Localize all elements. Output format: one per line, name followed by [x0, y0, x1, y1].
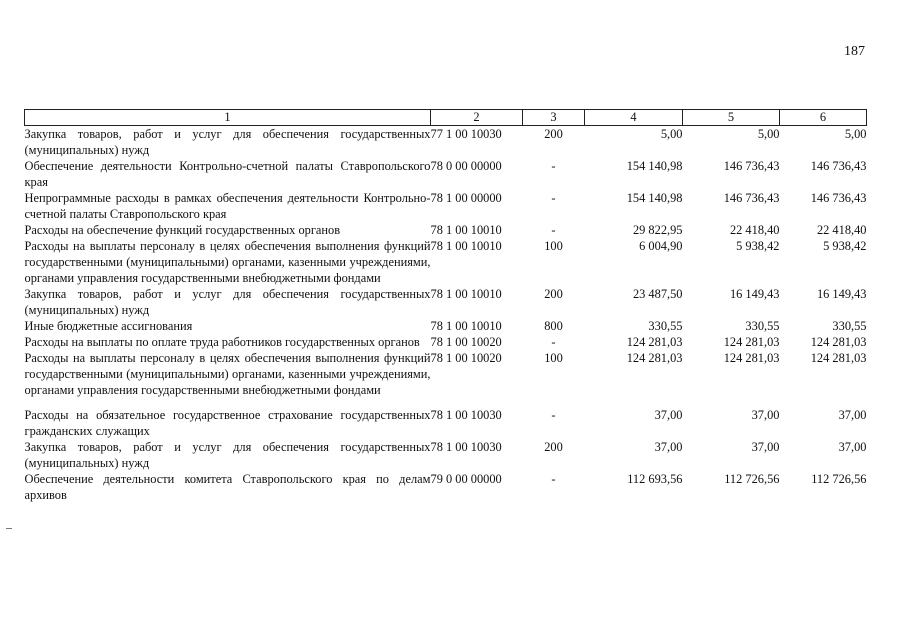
table-row [25, 222, 867, 238]
row-name: Расходы на выплаты по оплате труда работников государственных органов [24, 335, 420, 349]
row-code: 78 1 00 10030 [430, 440, 502, 454]
table-body [25, 126, 867, 504]
table-row [25, 286, 867, 318]
row-type: 200 [544, 287, 563, 301]
row-code: 79 0 00 00000 [430, 472, 502, 486]
row-value-2: 37,00 [751, 408, 780, 422]
row-type: - [551, 223, 556, 237]
header-col-1: 1 [25, 110, 431, 126]
row-name: Закупка товаров, работ и услуг для обеспечения государственных (муниципальных) нужд [24, 287, 431, 317]
row-value-2: 330,55 [745, 319, 780, 333]
row-value-1: 37,00 [654, 440, 683, 454]
row-type: 100 [544, 351, 563, 365]
row-name: Непрограммные расходы в рамках обеспечения деятельности Контрольно-счетной палаты Ставропольского края [24, 191, 431, 221]
row-value-1: 37,00 [654, 408, 683, 422]
row-name: Закупка товаров, работ и услуг для обеспечения государственных (муниципальных) нужд [24, 440, 431, 470]
page-number: 187 [844, 44, 865, 59]
row-value-2: 5,00 [757, 127, 780, 141]
row-name: Обеспечение деятельности комитета Ставропольского края по делам архивов [24, 472, 431, 502]
table-header [25, 110, 867, 126]
table-row [25, 190, 867, 222]
table-row [25, 439, 867, 471]
table-row [25, 350, 867, 398]
row-name: Расходы на обязательное государственное страхование государственных гражданских служащих [24, 408, 431, 438]
row-code: 78 1 00 10020 [430, 351, 502, 365]
row-name: Расходы на выплаты персоналу в целях обеспечения выполнения функций государственными (муниципальными) органами, казенными учреждениями, органами управления государственными внебюджетными фондами [24, 351, 431, 397]
budget-table [24, 109, 867, 503]
row-value-3: 5,00 [844, 127, 867, 141]
row-value-3: 112 726,56 [811, 472, 867, 486]
row-type: - [551, 472, 556, 486]
row-code: 78 1 00 10010 [430, 287, 502, 301]
table-row [25, 158, 867, 190]
row-value-2: 5 938,42 [736, 239, 780, 253]
row-name: Иные бюджетные ассигнования [24, 319, 193, 333]
row-value-2: 124 281,03 [723, 335, 780, 349]
row-code: 78 1 00 10030 [430, 408, 502, 422]
header-col-5: 5 [683, 110, 780, 126]
header-col-6: 6 [780, 110, 867, 126]
row-value-2: 112 726,56 [724, 472, 780, 486]
header-col-2: 2 [431, 110, 523, 126]
row-value-3: 330,55 [832, 319, 867, 333]
table-row [25, 471, 867, 503]
row-name: Обеспечение деятельности Контрольно-счетной палаты Ставропольского края [24, 159, 431, 189]
row-value-1: 330,55 [648, 319, 683, 333]
row-type: - [551, 335, 556, 349]
row-value-3: 146 736,43 [810, 159, 867, 173]
row-type: - [551, 408, 556, 422]
row-value-2: 22 418,40 [729, 223, 780, 237]
row-value-2: 146 736,43 [723, 191, 780, 205]
row-value-1: 112 693,56 [627, 472, 683, 486]
row-value-1: 154 140,98 [626, 159, 683, 173]
table-row [25, 126, 867, 159]
header-col-3: 3 [523, 110, 585, 126]
table-row [25, 398, 867, 439]
table-row [25, 238, 867, 286]
row-code: 78 1 00 10010 [430, 239, 502, 253]
row-value-3: 5 938,42 [823, 239, 867, 253]
row-type: - [551, 191, 556, 205]
row-code: 78 0 00 00000 [430, 159, 502, 173]
row-code: 78 1 00 00000 [430, 191, 502, 205]
row-type: 800 [544, 319, 563, 333]
row-value-3: 124 281,03 [810, 335, 867, 349]
row-name: Закупка товаров, работ и услуг для обеспечения государственных (муниципальных) нужд [24, 127, 431, 157]
row-value-2: 16 149,43 [729, 287, 780, 301]
row-value-2: 146 736,43 [723, 159, 780, 173]
row-value-1: 154 140,98 [626, 191, 683, 205]
header-col-4: 4 [585, 110, 683, 126]
row-value-3: 22 418,40 [816, 223, 867, 237]
row-code: 78 1 00 10010 [430, 319, 502, 333]
row-value-1: 124 281,03 [626, 335, 683, 349]
row-code: 78 1 00 10010 [430, 223, 502, 237]
row-type: - [551, 159, 556, 173]
row-name: Расходы на выплаты персоналу в целях обеспечения выполнения функций государственными (муниципальными) органами, казенными учреждениями, органами управления государственными внебюджетными фондами [24, 239, 431, 285]
table-row [25, 318, 867, 334]
margin-mark [6, 528, 12, 529]
row-value-3: 124 281,03 [810, 351, 867, 365]
row-type: 200 [544, 440, 563, 454]
row-value-1: 124 281,03 [626, 351, 683, 365]
row-code: 77 1 00 10030 [430, 127, 502, 141]
table-row [25, 334, 867, 350]
row-value-1: 5,00 [660, 127, 683, 141]
row-code: 78 1 00 10020 [430, 335, 502, 349]
row-type: 100 [544, 239, 563, 253]
row-value-3: 37,00 [838, 440, 867, 454]
row-name: Расходы на обеспечение функций государственных органов [24, 223, 341, 237]
row-value-3: 37,00 [838, 408, 867, 422]
row-value-2: 124 281,03 [723, 351, 780, 365]
row-value-3: 16 149,43 [816, 287, 867, 301]
row-value-1: 6 004,90 [639, 239, 683, 253]
row-value-2: 37,00 [751, 440, 780, 454]
row-type: 200 [544, 127, 563, 141]
row-value-1: 29 822,95 [632, 223, 683, 237]
row-value-1: 23 487,50 [632, 287, 683, 301]
header-row [25, 110, 867, 126]
row-value-3: 146 736,43 [810, 191, 867, 205]
